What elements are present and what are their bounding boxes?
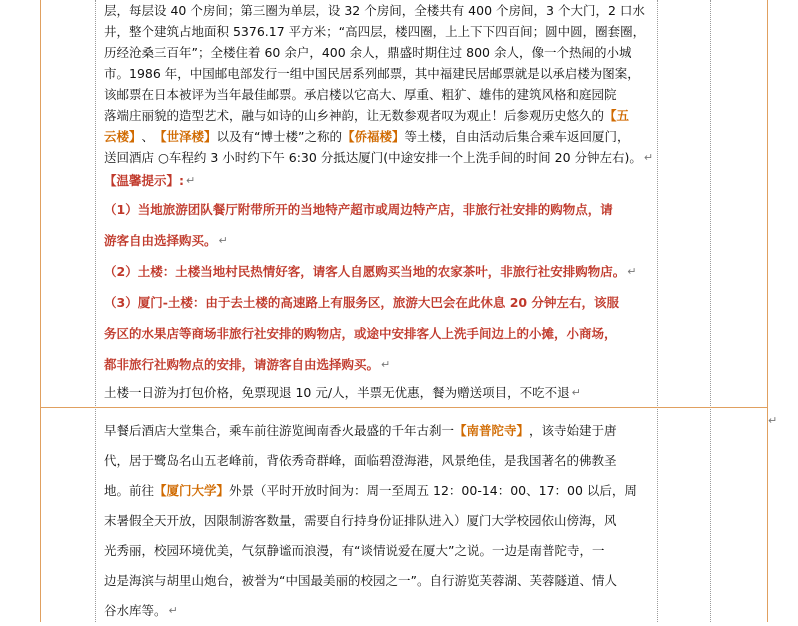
table-column-divider: [710, 0, 711, 622]
paragraph-mark: ↵: [768, 414, 778, 427]
itinerary-cell-xiamen: [104, 416, 652, 626]
text-line: [104, 0, 652, 21]
paragraph-xiamen-description: [104, 416, 652, 626]
price-note: 土楼一日游为打包价格，免票现退 10 元/人，半票无优惠，餐为赠送项目，不吃不退 ↵: [104, 385, 581, 400]
text-line: [104, 476, 652, 506]
tip-text: （2）土楼：土楼当地村民热情好客，请客人自愿购买当地的农家茶叶，非旅行社安排购物店。: [104, 264, 626, 279]
text-line: [104, 105, 652, 126]
paragraph-mark: ↵: [218, 234, 228, 247]
text-line: [104, 566, 652, 596]
paragraph-mark: ↵: [643, 151, 654, 164]
paragraph-mark: ↵: [168, 604, 178, 617]
text-line: [104, 126, 652, 147]
attraction-name: 【侨福楼】: [342, 129, 405, 144]
text-line: [104, 506, 652, 536]
text-run: 末暑假全天开放，因限制游客数量，需要自行持身份证排队进入）厦门大学校园依山傍海，风: [104, 513, 617, 528]
text-run: 、: [141, 129, 155, 144]
text-run: 谷水库等。: [104, 603, 167, 618]
text-run: 地。前往: [104, 483, 155, 498]
attraction-name: 【南普陀寺】: [454, 423, 530, 438]
text-line: [104, 416, 652, 446]
text-run: 边是海滨与胡里山炮台，被誉为“中国最美丽的校园之一”。自行游览芙蓉湖、芙蓉隧道、情人: [104, 573, 617, 588]
text-run: 等土楼，自由活动后集合乘车返回厦门，: [404, 129, 630, 144]
tip-item-line: [104, 225, 652, 256]
table-row-divider: [40, 407, 768, 408]
text-run: 代，居于鹭岛名山五老峰前，背依秀奇群峰，面临碧澄海港，风景绝佳，是我国著名的佛教圣: [104, 453, 617, 468]
text-run: 层，每层设 40 个房间；第三圈为单层，设 32 个房间，全楼共有 400 个房间，3 个大门，2 口水: [104, 3, 645, 18]
tip-item-line: [104, 194, 652, 225]
text-run: 市。1986 年，中国邮电部发行一组中国民居系列邮票，其中福建民居邮票就是以承启楼为图案，: [104, 66, 640, 81]
tip-item-line: [104, 349, 652, 380]
tip-item-line: [104, 287, 652, 318]
itinerary-cell-tulou: [104, 0, 652, 406]
text-line: [104, 596, 652, 626]
text-line: [104, 84, 652, 105]
text-run: ，该寺始建于唐: [529, 423, 617, 438]
text-line: [104, 147, 652, 168]
tip-text: （3）厦门-土楼：由于去土楼的高速路上有服务区，旅游大巴会在此休息 20 分钟左右，该服: [104, 295, 619, 310]
text-line: [104, 446, 652, 476]
tips-heading: 【温馨提示】: ↵: [104, 173, 196, 188]
text-run: 井，整个建筑占地面积 5376.17 平方米；“高四层，楼四圈，上上下下四百间；圆中圆，圈套圈，: [104, 24, 646, 39]
text-run: 历经沧桑三百年”；全楼住着 60 余户，400 余人，鼎盛时期住过 800 余人，像一个热闹的小城: [104, 45, 632, 60]
tip-text: 务区的水果店等商场非旅行社安排的购物店，或途中安排客人上洗手间边上的小摊，小商场，: [104, 326, 617, 341]
attraction-name: 【世泽楼】: [154, 129, 217, 144]
table-border-left: [40, 0, 41, 622]
text-run: 送回酒店 ○车程约 3 小时约下午 6:30 分抵达厦门(中途安排一个上洗手间的时间 20 分钟左右)。: [104, 150, 642, 165]
text-run: 该邮票在日本被评为当年最佳邮票。承启楼以它高大、厚重、粗犷、雄伟的建筑风格和庭园院: [104, 87, 617, 102]
tip-text: （1）当地旅游团队餐厅附带所开的当地特产超市或周边特产店，非旅行社安排的购物点，请: [104, 202, 613, 217]
tip-item-line: [104, 256, 652, 287]
paragraph-tulou-description: [104, 0, 652, 168]
attraction-name: 【厦门大学】: [154, 483, 230, 498]
text-run: 以及有“博士楼”之称的: [216, 129, 342, 144]
text-run: 落端庄丽貌的造型艺术，融与如诗的山乡神韵，让无数参观者叹为观止！后参观历史悠久的: [104, 108, 605, 123]
tip-item-line: [104, 318, 652, 349]
attraction-name: 【五: [604, 108, 630, 123]
table-column-divider: [657, 0, 658, 622]
table-border-right: [767, 0, 768, 622]
paragraph-mark: ↵: [627, 265, 637, 278]
tip-text: 游客自由选择购买。: [104, 233, 217, 248]
text-line: [104, 536, 652, 566]
table-column-divider: [95, 0, 96, 622]
text-run: 光秀丽，校园环境优美，气氛静谧而浪漫，有“谈情说爱在厦大”之说。一边是南普陀寺，一: [104, 543, 605, 558]
tip-text: 都非旅行社购物点的安排，请游客自由选择购买。: [104, 357, 380, 372]
text-run: 早餐后酒店大堂集合，乘车前往游览闽南香火最盛的千年古刹一: [104, 423, 455, 438]
text-line: [104, 63, 652, 84]
warm-tips: [104, 168, 652, 380]
text-line: [104, 21, 652, 42]
paragraph-mark: ↵: [381, 358, 391, 371]
attraction-name: 云楼】: [104, 129, 142, 144]
text-line: [104, 42, 652, 63]
text-run: 外景（平时开放时间为：周一至周五 12：00-14：00、17：00 以后，周: [229, 483, 637, 498]
tips-list: [104, 194, 652, 380]
